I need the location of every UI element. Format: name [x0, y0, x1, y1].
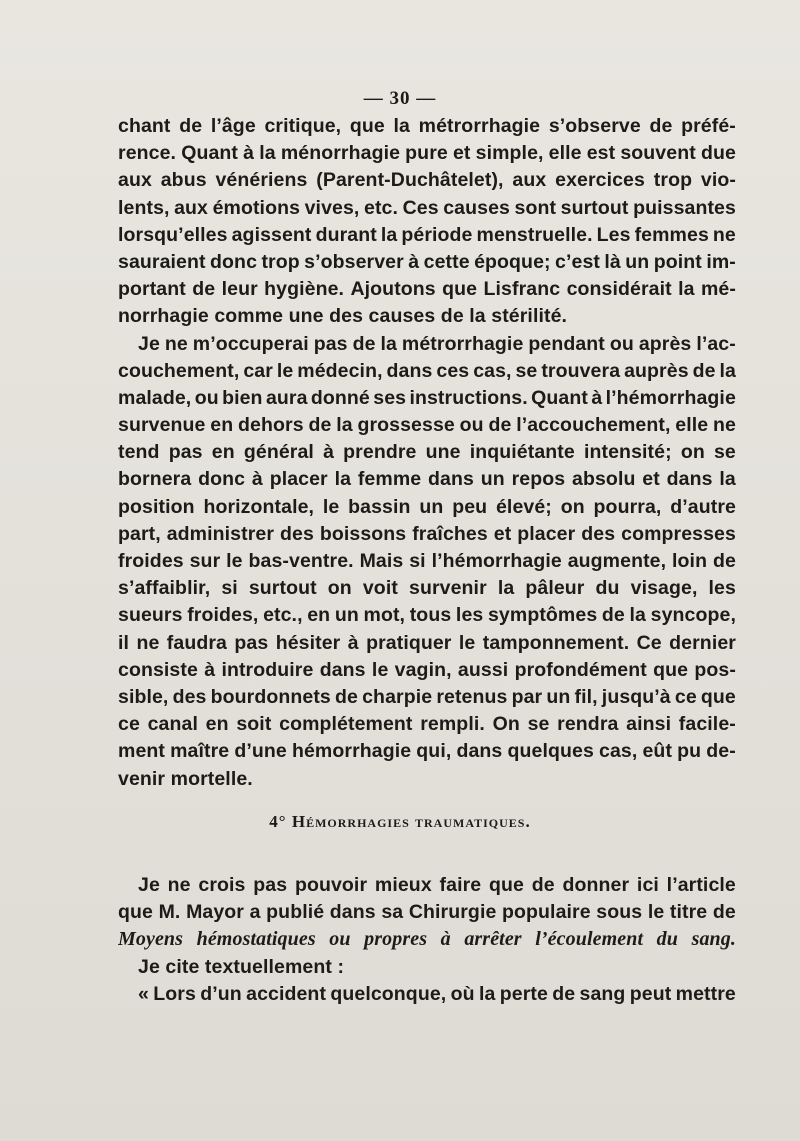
- text-line: couchement, car le médecin, dans ces cas, se trouvera auprès de la: [118, 359, 736, 382]
- text-line: aux abus vénériens (Parent-Duchâtelet), aux exercices trop vio-: [118, 169, 736, 192]
- text-line: survenue en dehors de la grossesse ou de l’accouchement, elle ne: [118, 414, 736, 437]
- text-line: que M. Mayor a publié dans sa Chirurgie populaire sous le titre de: [118, 901, 736, 924]
- section-title: Hémorrhagies traumatiques.: [291, 812, 531, 831]
- text-line: s’affaiblir, si surtout on voit survenir la pâleur du visage, les: [118, 577, 736, 600]
- text-line: ment maître d’une hémorrhagie qui, dans quelques cas, eût pu de-: [118, 740, 736, 763]
- section-heading: [0, 812, 800, 832]
- text-line: Moyens hémostatiques ou propres à arrêter l’écoulement du sang.: [118, 928, 736, 951]
- text-line: lents, aux émotions vives, etc. Ces causes sont surtout puissantes: [118, 196, 736, 219]
- text-line: tend pas en général à prendre une inquiétante intensité; on se: [118, 441, 736, 464]
- text-line: norrhagie comme une des causes de la stérilité.: [118, 305, 568, 328]
- text-line: venir mortelle.: [118, 767, 253, 790]
- text-line: Je cite textuellement :: [138, 955, 345, 978]
- text-line: sible, des bourdonnets de charpie retenus par un fil, jusqu’à ce que: [118, 685, 736, 708]
- text-line: sueurs froides, etc., en un mot, tous les symptômes de la syncope,: [118, 604, 736, 627]
- text-line: malade, ou bien aura donné ses instructions. Quant à l’hémorrhagie: [118, 386, 736, 409]
- text-line: position horizontale, le bassin un peu élevé; on pourra, d’autre: [118, 495, 736, 518]
- page-number: — 30 —: [363, 88, 437, 109]
- text-line: rence. Quant à la ménorrhagie pure et simple, elle est souvent due: [118, 142, 736, 165]
- text-line: consiste à introduire dans le vagin, aussi profondément que pos-: [118, 658, 736, 681]
- text-line: Je ne crois pas pouvoir mieux faire que de donner ici l’article: [138, 874, 736, 896]
- text-line: lorsqu’elles agissent durant la période menstruelle. Les femmes ne: [118, 223, 736, 246]
- text-line: sauraient donc trop s’observer à cette époque; c’est là un point im-: [118, 250, 736, 273]
- text-line: froides sur le bas-ventre. Mais si l’hémorrhagie augmente, loin de: [118, 550, 736, 572]
- text-line: il ne faudra pas hésiter à pratiquer le tamponnement. Ce dernier: [118, 631, 736, 654]
- text-line: « Lors d’un accident quelconque, où la perte de sang peut mettre: [138, 982, 736, 1005]
- body-text: [118, 113, 736, 793]
- text-line: portant de leur hygiène. Ajoutons que Lisfranc considérait la mé-: [118, 278, 736, 301]
- text-line: ce canal en soit complétement rempli. On se rendra ainsi facile-: [118, 713, 736, 736]
- text-line: Je ne m’occuperai pas de la métrorrhagie pendant ou après l’ac-: [138, 332, 736, 355]
- text-line: part, administrer des boissons fraîches et placer des compresses: [118, 522, 736, 545]
- text-line: chant de l’âge critique, que la métrorrhagie s’observe de préfé-: [118, 115, 736, 137]
- section-number: 4°: [269, 812, 287, 831]
- text-line: bornera donc à placer la femme dans un repos absolu et dans la: [118, 468, 736, 491]
- body-text-continued: [118, 872, 736, 1008]
